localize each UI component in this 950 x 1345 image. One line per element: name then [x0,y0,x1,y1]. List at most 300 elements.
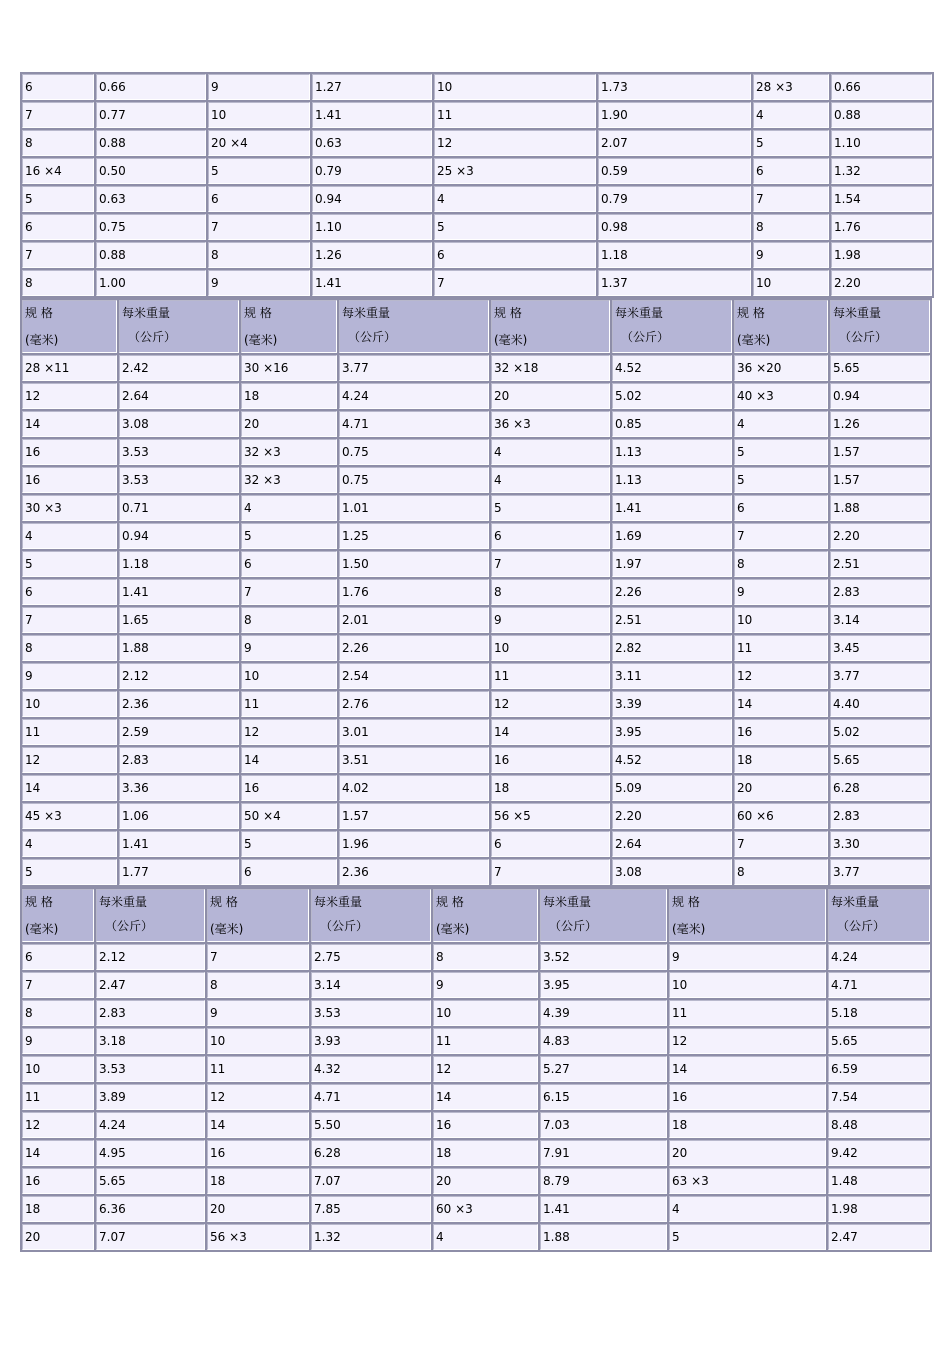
weight-cell: 3.51 [339,747,489,773]
spec-cell: 5 [734,467,828,493]
weight-cell: 1.41 [119,831,239,857]
spec-cell: 18 [669,1112,826,1138]
weight-cell: 2.36 [339,859,489,885]
steel-weight-table-middle [20,298,932,887]
weight-cell: 6.36 [96,1196,205,1222]
spec-cell: 9 [491,607,610,633]
weight-cell: 0.77 [96,102,206,128]
table-row [22,130,932,156]
table-row [22,1196,930,1222]
table-body [22,889,930,1250]
weight-cell: 6.28 [830,775,930,801]
header-cell [433,889,538,942]
header-cell [96,889,205,942]
spec-cell: 8 [22,270,94,296]
table-row [22,607,930,633]
spec-cell: 5 [22,859,117,885]
spec-cell: 20 [433,1168,538,1194]
spec-cell: 6 [734,495,828,521]
weight-cell: 2.42 [119,355,239,381]
spec-cell: 12 [434,130,596,156]
spec-cell: 5 [491,495,610,521]
weight-cell: 1.26 [830,411,930,437]
spec-cell: 6 [208,186,310,212]
weight-cell: 4.95 [96,1140,205,1166]
spec-cell: 6 [22,579,117,605]
spec-cell: 10 [22,691,117,717]
spec-cell: 6 [241,551,337,577]
weight-cell: 3.08 [119,411,239,437]
spec-cell: 14 [734,691,828,717]
header-cell [491,300,610,353]
weight-cell: 0.63 [96,186,206,212]
weight-cell: 1.41 [312,270,432,296]
weight-cell: 1.88 [830,495,930,521]
header-unit: （公斤） [549,919,598,933]
spec-cell: 32 ×18 [491,355,610,381]
weight-cell: 1.18 [119,551,239,577]
spec-cell: 28 ×3 [753,74,829,100]
table-row [22,1112,930,1138]
table-row [22,158,932,184]
spec-cell: 5 [734,439,828,465]
weight-cell: 4.40 [830,691,930,717]
spec-cell: 7 [241,579,337,605]
table-row [22,467,930,493]
spec-cell: 7 [208,214,310,240]
weight-cell: 0.94 [830,383,930,409]
weight-cell: 1.13 [612,439,732,465]
weight-cell: 1.54 [831,186,932,212]
spec-cell: 8 [207,972,309,998]
weight-cell: 3.53 [311,1000,431,1026]
table-row [22,803,930,829]
spec-cell: 14 [22,775,117,801]
spec-cell: 4 [22,831,117,857]
weight-cell: 4.24 [96,1112,205,1138]
spec-cell: 11 [207,1056,309,1082]
spec-cell: 4 [734,411,828,437]
steel-weight-table-top [20,72,934,298]
weight-cell: 1.98 [831,242,932,268]
spec-cell: 18 [491,775,610,801]
header-cell [22,300,117,353]
weight-cell: 3.53 [119,467,239,493]
spec-cell: 18 [207,1168,309,1194]
weight-cell: 3.45 [830,635,930,661]
spec-cell: 14 [241,747,337,773]
table-body [22,300,930,885]
header-unit: (毫米) [436,922,470,936]
weight-cell: 7.85 [311,1196,431,1222]
spec-cell: 16 [241,775,337,801]
weight-cell: 3.14 [311,972,431,998]
spec-cell: 9 [734,579,828,605]
header-unit: (毫米) [244,333,278,347]
spec-cell: 4 [491,439,610,465]
spec-cell: 9 [22,663,117,689]
spec-cell: 10 [734,607,828,633]
spec-cell: 6 [22,214,94,240]
weight-cell: 1.10 [831,130,932,156]
table-row [22,439,930,465]
header-label: 每米重量 [342,306,391,320]
weight-cell: 5.50 [311,1112,431,1138]
spec-cell: 5 [241,523,337,549]
spec-cell: 7 [734,523,828,549]
table-body [22,74,932,296]
spec-cell: 11 [734,635,828,661]
weight-cell: 1.96 [339,831,489,857]
document-page [20,72,930,1252]
weight-cell: 3.39 [612,691,732,717]
header-cell [339,300,489,353]
weight-cell: 2.83 [830,579,930,605]
spec-cell: 8 [433,944,538,970]
weight-cell: 3.89 [96,1084,205,1110]
spec-cell: 18 [734,747,828,773]
weight-cell: 1.97 [612,551,732,577]
weight-cell: 1.65 [119,607,239,633]
header-unit: （公斤） [348,330,397,344]
weight-cell: 1.32 [831,158,932,184]
header-label: 规 格 [25,306,53,320]
weight-cell: 0.66 [96,74,206,100]
weight-cell: 1.77 [119,859,239,885]
weight-cell: 3.95 [540,972,667,998]
header-unit: (毫米) [210,922,244,936]
weight-cell: 0.88 [96,130,206,156]
spec-cell: 14 [433,1084,538,1110]
spec-cell: 10 [753,270,829,296]
spec-cell: 11 [22,719,117,745]
header-label: 规 格 [210,895,238,909]
weight-cell: 4.52 [612,355,732,381]
header-label: 规 格 [494,306,522,320]
header-cell [828,889,930,942]
spec-cell: 4 [434,186,596,212]
weight-cell: 1.73 [598,74,751,100]
header-cell [207,889,309,942]
weight-cell: 7.91 [540,1140,667,1166]
header-unit: （公斤） [839,330,888,344]
spec-cell: 7 [207,944,309,970]
header-unit: （公斤） [128,330,177,344]
header-label: 规 格 [244,306,272,320]
weight-cell: 2.82 [612,635,732,661]
header-cell [540,889,667,942]
weight-cell: 4.83 [540,1028,667,1054]
table-row [22,1224,930,1250]
spec-cell: 16 [22,1168,94,1194]
table-row [22,859,930,885]
weight-cell: 5.02 [612,383,732,409]
weight-cell: 2.36 [119,691,239,717]
weight-cell: 4.24 [828,944,930,970]
header-label: 每米重量 [543,895,592,909]
spec-cell: 5 [241,831,337,857]
spec-cell: 16 [433,1112,538,1138]
weight-cell: 0.88 [831,102,932,128]
weight-cell: 0.75 [96,214,206,240]
weight-cell: 1.98 [828,1196,930,1222]
weight-cell: 2.83 [830,803,930,829]
weight-cell: 6.28 [311,1140,431,1166]
weight-cell: 1.50 [339,551,489,577]
weight-cell: 4.32 [311,1056,431,1082]
table-row [22,355,930,381]
weight-cell: 5.18 [828,1000,930,1026]
weight-cell: 6.59 [828,1056,930,1082]
table-row [22,944,930,970]
table-row [22,719,930,745]
header-cell [311,889,431,942]
header-cell [830,300,930,353]
weight-cell: 2.83 [96,1000,205,1026]
weight-cell: 6.15 [540,1084,667,1110]
weight-cell: 3.77 [830,663,930,689]
spec-cell: 7 [491,859,610,885]
weight-cell: 1.41 [312,102,432,128]
spec-cell: 11 [669,1000,826,1026]
weight-cell: 0.79 [312,158,432,184]
weight-cell: 1.27 [312,74,432,100]
spec-cell: 5 [753,130,829,156]
header-label: 规 格 [672,895,700,909]
weight-cell: 1.26 [312,242,432,268]
spec-cell: 28 ×11 [22,355,117,381]
weight-cell: 4.71 [828,972,930,998]
weight-cell: 3.14 [830,607,930,633]
weight-cell: 0.59 [598,158,751,184]
spec-cell: 8 [753,214,829,240]
header-unit: (毫米) [737,333,771,347]
weight-cell: 7.54 [828,1084,930,1110]
header-unit: (毫米) [25,922,59,936]
spec-cell: 14 [207,1112,309,1138]
weight-cell: 0.98 [598,214,751,240]
spec-cell: 12 [22,383,117,409]
spec-cell: 10 [208,102,310,128]
weight-cell: 4.71 [339,411,489,437]
spec-cell: 8 [734,551,828,577]
weight-cell: 4.71 [311,1084,431,1110]
weight-cell: 1.37 [598,270,751,296]
weight-cell: 3.95 [612,719,732,745]
weight-cell: 1.25 [339,523,489,549]
spec-cell: 7 [491,551,610,577]
spec-cell: 7 [22,242,94,268]
spec-cell: 5 [22,551,117,577]
table-row [22,1084,930,1110]
weight-cell: 1.88 [540,1224,667,1250]
spec-cell: 11 [22,1084,94,1110]
spec-cell: 7 [22,972,94,998]
spec-cell: 20 [22,1224,94,1250]
spec-cell: 9 [22,1028,94,1054]
table-row [22,242,932,268]
table-row [22,411,930,437]
spec-cell: 10 [22,1056,94,1082]
weight-cell: 1.90 [598,102,751,128]
spec-cell: 6 [22,944,94,970]
spec-cell: 16 [207,1140,309,1166]
weight-cell: 1.57 [830,439,930,465]
spec-cell: 20 ×4 [208,130,310,156]
weight-cell: 5.65 [828,1028,930,1054]
spec-cell: 18 [433,1140,538,1166]
spec-cell: 5 [669,1224,826,1250]
weight-cell: 2.12 [119,663,239,689]
spec-cell: 8 [22,130,94,156]
spec-cell: 16 [734,719,828,745]
spec-cell: 16 [22,467,117,493]
weight-cell: 1.48 [828,1168,930,1194]
table-row [22,775,930,801]
weight-cell: 0.88 [96,242,206,268]
weight-cell: 2.26 [612,579,732,605]
header-cell [241,300,337,353]
weight-cell: 4.24 [339,383,489,409]
table-row [22,551,930,577]
spec-cell: 50 ×4 [241,803,337,829]
spec-cell: 8 [241,607,337,633]
spec-cell: 36 ×20 [734,355,828,381]
weight-cell: 2.20 [831,270,932,296]
weight-cell: 1.57 [830,467,930,493]
weight-cell: 2.20 [612,803,732,829]
header-row [22,300,930,353]
header-unit: (毫米) [494,333,528,347]
spec-cell: 25 ×3 [434,158,596,184]
weight-cell: 0.75 [339,467,489,493]
weight-cell: 0.63 [312,130,432,156]
header-cell [119,300,239,353]
weight-cell: 2.47 [96,972,205,998]
spec-cell: 18 [22,1196,94,1222]
spec-cell: 6 [491,523,610,549]
weight-cell: 9.42 [828,1140,930,1166]
weight-cell: 2.54 [339,663,489,689]
weight-cell: 1.10 [312,214,432,240]
spec-cell: 9 [207,1000,309,1026]
spec-cell: 16 [22,439,117,465]
spec-cell: 6 [241,859,337,885]
header-unit: （公斤） [621,330,670,344]
spec-cell: 4 [669,1196,826,1222]
table-row [22,972,930,998]
spec-cell: 10 [241,663,337,689]
weight-cell: 2.51 [612,607,732,633]
weight-cell: 0.66 [831,74,932,100]
table-row [22,186,932,212]
weight-cell: 1.76 [339,579,489,605]
spec-cell: 4 [491,467,610,493]
header-unit: （公斤） [837,919,886,933]
weight-cell: 1.41 [540,1196,667,1222]
spec-cell: 9 [433,972,538,998]
weight-cell: 2.76 [339,691,489,717]
table-row [22,1056,930,1082]
spec-cell: 36 ×3 [491,411,610,437]
header-unit: （公斤） [320,919,369,933]
header-unit: (毫米) [672,922,706,936]
weight-cell: 3.30 [830,831,930,857]
spec-cell: 60 ×6 [734,803,828,829]
header-cell [669,889,826,942]
weight-cell: 1.01 [339,495,489,521]
weight-cell: 0.79 [598,186,751,212]
weight-cell: 2.75 [311,944,431,970]
weight-cell: 4.39 [540,1000,667,1026]
spec-cell: 5 [434,214,596,240]
spec-cell: 56 ×5 [491,803,610,829]
spec-cell: 32 ×3 [241,439,337,465]
table-row [22,383,930,409]
spec-cell: 12 [734,663,828,689]
spec-cell: 56 ×3 [207,1224,309,1250]
weight-cell: 2.47 [828,1224,930,1250]
spec-cell: 8 [22,635,117,661]
spec-cell: 8 [491,579,610,605]
weight-cell: 3.01 [339,719,489,745]
header-label: 每米重量 [833,306,882,320]
weight-cell: 2.64 [119,383,239,409]
weight-cell: 2.64 [612,831,732,857]
weight-cell: 1.88 [119,635,239,661]
spec-cell: 5 [208,158,310,184]
spec-cell: 12 [241,719,337,745]
header-cell [612,300,732,353]
spec-cell: 14 [22,1140,94,1166]
table-row [22,1000,930,1026]
header-label: 每米重量 [314,895,363,909]
weight-cell: 2.26 [339,635,489,661]
table-row [22,102,932,128]
spec-cell: 16 ×4 [22,158,94,184]
weight-cell: 1.32 [311,1224,431,1250]
weight-cell: 3.77 [339,355,489,381]
spec-cell: 10 [207,1028,309,1054]
header-row [22,889,930,942]
spec-cell: 9 [241,635,337,661]
spec-cell: 9 [753,242,829,268]
header-label: 每米重量 [831,895,880,909]
weight-cell: 8.48 [828,1112,930,1138]
spec-cell: 10 [669,972,826,998]
header-label: 规 格 [737,306,765,320]
table-row [22,523,930,549]
spec-cell: 5 [22,186,94,212]
weight-cell: 1.57 [339,803,489,829]
spec-cell: 11 [241,691,337,717]
header-cell [734,300,828,353]
spec-cell: 12 [22,1112,94,1138]
spec-cell: 20 [241,411,337,437]
table-row [22,214,932,240]
weight-cell: 2.07 [598,130,751,156]
weight-cell: 5.27 [540,1056,667,1082]
spec-cell: 6 [491,831,610,857]
spec-cell: 7 [22,607,117,633]
weight-cell: 5.09 [612,775,732,801]
weight-cell: 3.53 [96,1056,205,1082]
header-unit: （公斤） [105,919,154,933]
table-row [22,495,930,521]
weight-cell: 7.03 [540,1112,667,1138]
spec-cell: 60 ×3 [433,1196,538,1222]
header-label: 每米重量 [615,306,664,320]
